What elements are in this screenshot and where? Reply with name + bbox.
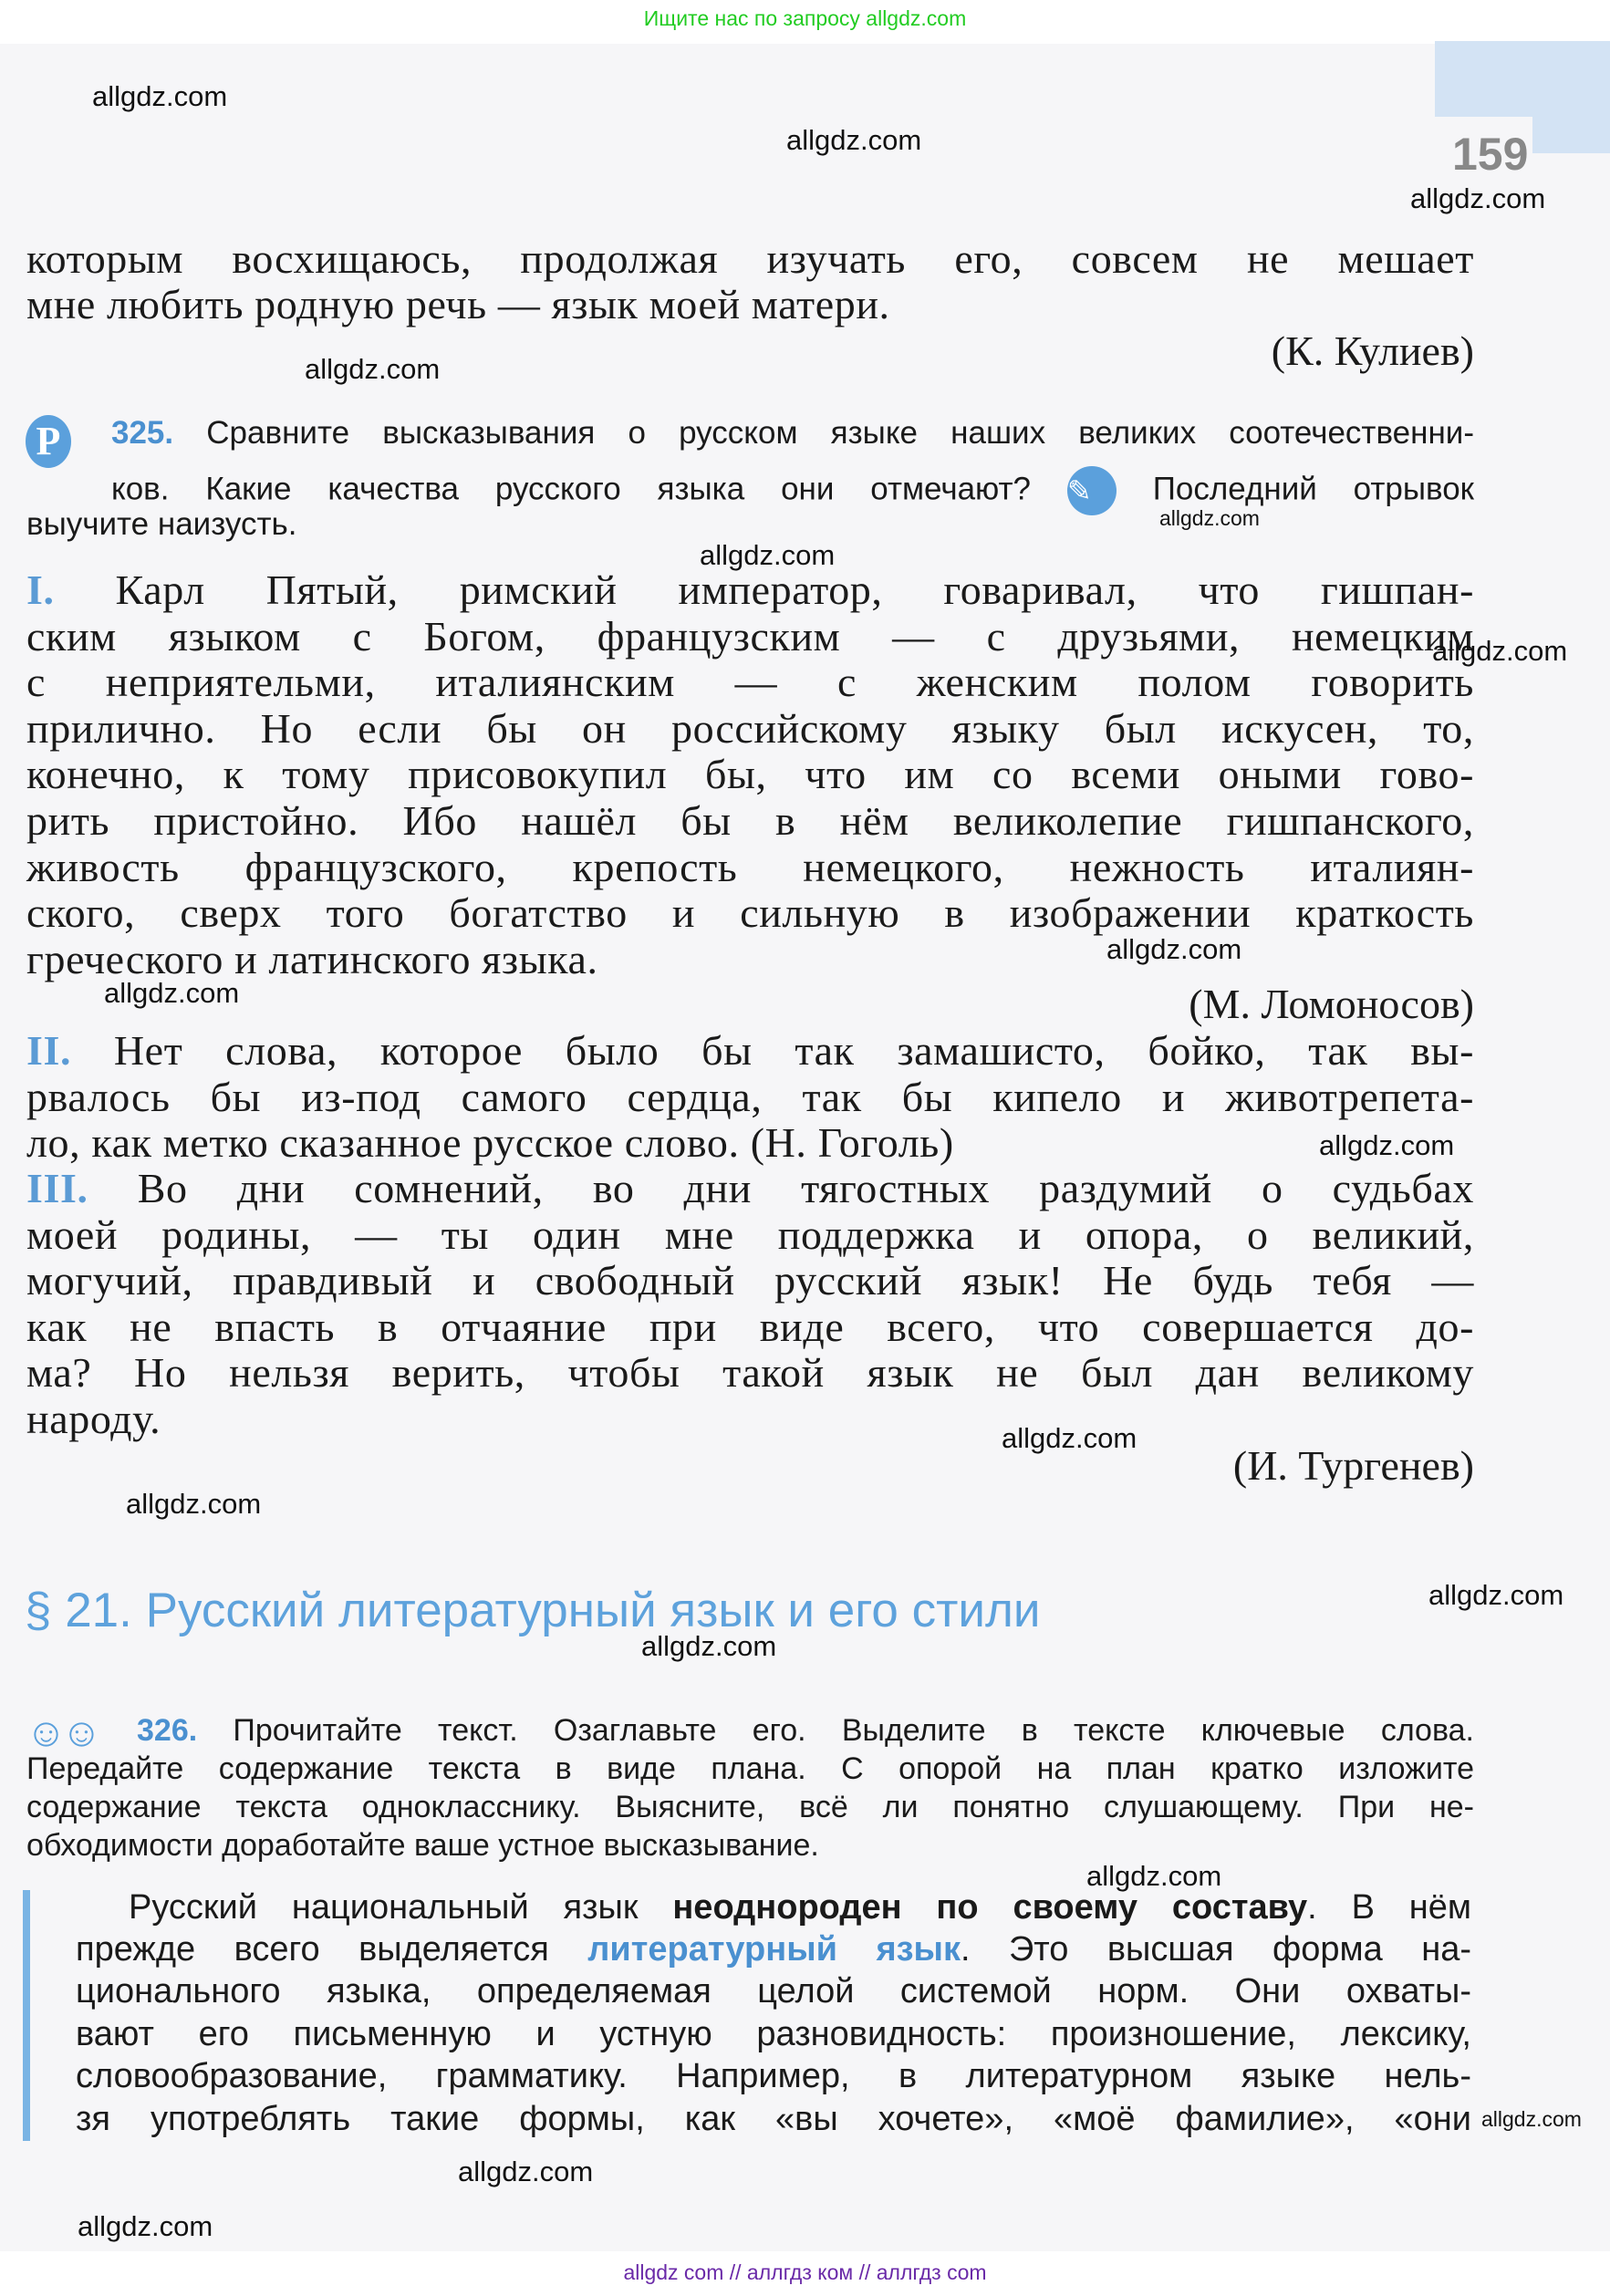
exercise-326-line: Передайте содержание текста в виде плана. С опорой на план кратко изложите bbox=[26, 1751, 1474, 1786]
passage-line bbox=[26, 1211, 1474, 1259]
text: прежде всего выделяется bbox=[76, 1930, 588, 1969]
passage-text: Карл Пятый, римский император, говаривал, что гишпан- bbox=[115, 566, 1474, 613]
passage-line bbox=[26, 1396, 1474, 1443]
exercise-number: 325. bbox=[111, 415, 174, 451]
watermark-link[interactable]: allgdz.com bbox=[641, 1630, 777, 1662]
watermark-link[interactable]: allgdz.com bbox=[1319, 1129, 1455, 1161]
passage-label: III. bbox=[26, 1165, 88, 1211]
passage-line bbox=[26, 889, 1474, 937]
text-block-line bbox=[129, 1886, 1471, 1928]
passage-line bbox=[26, 1027, 1474, 1075]
section-heading: § 21. Русский литературный язык и его стили bbox=[25, 1584, 1041, 1637]
exercise-text: Последний отрывок bbox=[1152, 471, 1474, 507]
watermark-link[interactable]: allgdz.com bbox=[700, 539, 836, 571]
passage-line bbox=[26, 705, 1474, 753]
quote-author: (К. Кулиев) bbox=[1271, 327, 1474, 374]
watermark-link[interactable]: allgdz.com bbox=[1410, 182, 1546, 214]
page-number: 159 bbox=[1452, 129, 1529, 180]
text-block-bar bbox=[23, 1890, 30, 2141]
watermark-link[interactable]: allgdz.com bbox=[1106, 933, 1242, 965]
smiley-faces-icon: ☺☺ bbox=[26, 1710, 97, 1755]
watermark-link[interactable]: allgdz.com bbox=[126, 1488, 262, 1520]
text-block-line: зя употреблять такие формы, как «вы хочете», «моё фамилие», «они bbox=[76, 2099, 1471, 2138]
watermark-link[interactable]: allgdz.com bbox=[1159, 506, 1260, 530]
exercise-326-line bbox=[137, 1711, 1474, 1750]
exercise-number: 326. bbox=[137, 1713, 198, 1748]
text-block-line: вают его письменную и устную разновидность: произношение, лексику, bbox=[76, 2014, 1471, 2053]
passage-text: греческого и латинского языка. bbox=[26, 935, 598, 982]
watermark-link[interactable]: allgdz.com bbox=[78, 2210, 213, 2242]
passage-text: как не впасть в отчаяние при виде всего, что совершается до- bbox=[26, 1303, 1474, 1350]
watermark-link[interactable]: allgdz.com bbox=[1086, 1860, 1222, 1892]
watermark-link[interactable]: allgdz.com bbox=[305, 353, 441, 385]
watermark-link[interactable]: allgdz.com bbox=[92, 80, 228, 112]
text-block-line: словообразование, грамматику. Например, в литературном языке нель- bbox=[76, 2057, 1471, 2095]
exercise-text: ков. Какие качества русского языка они отмечают? bbox=[111, 471, 1032, 507]
repeat-badge-icon: Р bbox=[26, 415, 71, 468]
passage-line bbox=[26, 613, 1474, 660]
passage-line bbox=[26, 1304, 1474, 1351]
passage-line bbox=[26, 659, 1474, 706]
passage-line bbox=[26, 566, 1474, 614]
passage-line bbox=[26, 751, 1474, 798]
exercise-325-line bbox=[111, 414, 1474, 452]
passage-line bbox=[26, 1349, 1474, 1397]
exercise-text: Сравните высказывания о русском языке наших великих соотечественни- bbox=[206, 415, 1474, 451]
passage-text: Во дни сомнений, во дни тягостных раздумий о судьбах bbox=[137, 1165, 1474, 1211]
text: . В нём bbox=[1307, 1888, 1472, 1927]
text: . Это высшая форма на- bbox=[960, 1930, 1471, 1969]
bold-term: неоднороден по своему составу bbox=[672, 1888, 1308, 1927]
passage-text: прилично. Но если бы он российскому языку был искусен, то, bbox=[26, 704, 1474, 752]
text-line: которым восхищаюсь, продолжая изучать его, совсем не мешает bbox=[26, 235, 1474, 282]
footer-links[interactable]: allgdz com // аллгдз ком // аллгдз com bbox=[623, 2260, 987, 2284]
passage-text: ло, как метко сказанное русское слово. (Н. Гоголь) bbox=[26, 1119, 954, 1167]
passage-text: с неприятельми, италиянским — с женским полом говорить bbox=[26, 659, 1474, 706]
passage-text: Нет слова, которое было бы так замашисто, бойко, так вы- bbox=[113, 1027, 1474, 1074]
search-banner[interactable]: Ищите нас по запросу allgdz.com bbox=[643, 6, 967, 30]
exercise-325-line: выучите наизусть. bbox=[26, 506, 297, 542]
watermark-link[interactable]: allgdz.com bbox=[1432, 635, 1568, 667]
passage-text: рить пристойно. Ибо нашёл бы в нём великолепие гишпанского, bbox=[26, 797, 1474, 844]
text-block-line: ционального языка, определяемая целой системой норм. Они охваты- bbox=[76, 1972, 1471, 2010]
passage-line bbox=[26, 1119, 1474, 1167]
key-term: литературный язык bbox=[587, 1930, 961, 1969]
page-corner-tab bbox=[1435, 41, 1610, 117]
watermark-link[interactable]: allgdz.com bbox=[104, 977, 240, 1009]
passage-text: могучий, правдивый и свободный русский язык! Не будь тебя — bbox=[26, 1257, 1474, 1304]
passage-text: народу. bbox=[26, 1396, 161, 1442]
passage-line bbox=[26, 1165, 1474, 1212]
exercise-326-line: обходимости доработайте ваше устное высказывание. bbox=[26, 1828, 819, 1863]
exercise-326-line: содержание текста однокласснику. Выясните, всё ли понятно слушающему. При не- bbox=[26, 1790, 1474, 1824]
watermark-link[interactable]: allgdz.com bbox=[458, 2156, 594, 2187]
passage-line bbox=[26, 936, 1474, 983]
watermark-link[interactable]: allgdz.com bbox=[1428, 1579, 1564, 1611]
passage-label: II. bbox=[26, 1027, 72, 1074]
passage-author: (И. Тургенев) bbox=[1232, 1442, 1474, 1489]
passage-text: моей родины, — ты один мне поддержка и опора, о великий, bbox=[26, 1210, 1474, 1258]
watermark-link[interactable]: allgdz.com bbox=[1481, 2107, 1582, 2131]
text-line: мне любить родную речь — язык моей матери. bbox=[26, 281, 890, 327]
passage-text: ского, сверх того богатство и сильную в изображении краткость bbox=[26, 889, 1474, 937]
passage-line bbox=[26, 1074, 1474, 1121]
passage-text: конечно, к тому присовокупил бы, что им со всеми оными гово- bbox=[26, 751, 1474, 798]
passage-text: рвалось бы из-под самого сердца, так бы кипело и животрепета- bbox=[26, 1073, 1474, 1120]
passage-text: ским языком с Богом, французским — с друзьями, немецким bbox=[26, 612, 1474, 660]
page-corner-tab bbox=[1532, 117, 1610, 153]
passage-text: живость французского, крепость немецкого, нежность италиян- bbox=[26, 843, 1474, 890]
passage-author: (М. Ломоносов) bbox=[1189, 981, 1474, 1027]
text-block-line bbox=[76, 1928, 1471, 1970]
passage-text: ма? Но нельзя верить, чтобы такой язык не был дан великому bbox=[26, 1349, 1474, 1397]
passage-line bbox=[26, 844, 1474, 891]
passage-label: I. bbox=[26, 566, 55, 613]
text: Русский национальный язык bbox=[129, 1888, 673, 1927]
passage-line bbox=[26, 797, 1474, 845]
watermark-link[interactable]: allgdz.com bbox=[1002, 1422, 1137, 1454]
passage-line bbox=[26, 1257, 1474, 1304]
exercise-text: Прочитайте текст. Озаглавьте его. Выделите в тексте ключевые слова. bbox=[233, 1713, 1474, 1748]
pencil-icon: ✎ bbox=[1067, 466, 1117, 515]
watermark-link[interactable]: allgdz.com bbox=[786, 124, 922, 156]
